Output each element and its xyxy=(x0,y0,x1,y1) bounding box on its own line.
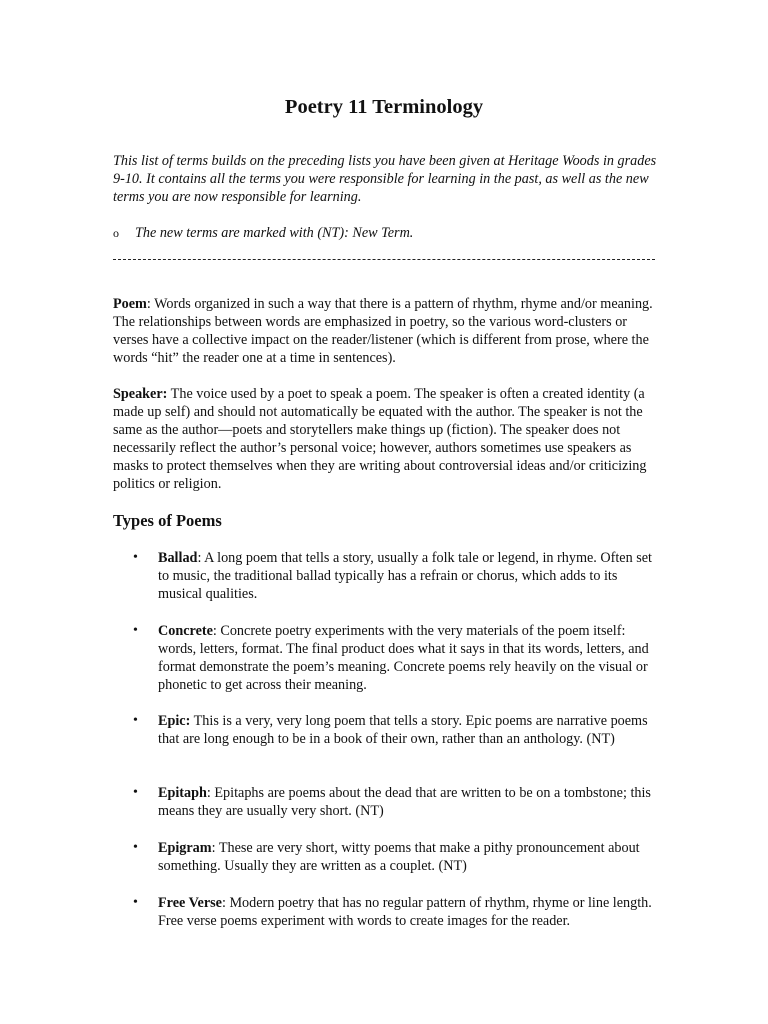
new-term-note-text: The new terms are marked with (NT): New Term. xyxy=(135,225,414,241)
list-item-epitaph xyxy=(113,784,658,820)
list-item-text: : Concrete poetry experiments with the very materials of the poem itself: words, letters, format. The final product does what it says in that its words, letters, and format demonstrate the poem’s meaning. Concrete poems rely heavily on the visual or phonetic to get across their meaning. xyxy=(158,623,649,693)
bullet-icon: • xyxy=(133,713,138,728)
definition-poem xyxy=(113,295,658,367)
bullet-icon: • xyxy=(133,840,138,855)
bullet-icon: • xyxy=(133,895,138,910)
list-item-term: Free Verse xyxy=(158,895,222,911)
list-item-term: Epigram xyxy=(158,840,212,856)
list-item-concrete xyxy=(113,622,658,694)
bullet-icon: • xyxy=(133,785,138,800)
definition-term: Speaker: xyxy=(113,386,168,402)
list-item-free-verse xyxy=(113,894,658,930)
new-term-note xyxy=(113,224,658,242)
list-item-text: : A long poem that tells a story, usually a folk tale or legend, in rhyme. Often set to music, the traditional ballad typically has a refrain or chorus, which adds to its musical qualities. xyxy=(158,550,652,602)
definition-term: Poem xyxy=(113,296,147,312)
list-item-text: : Modern poetry that has no regular pattern of rhythm, rhyme or line length. Free verse poems experiment with words to create images for the reader. xyxy=(158,895,652,929)
list-item-epic xyxy=(113,712,658,748)
list-item-text: : Epitaphs are poems about the dead that are written to be on a tombstone; this means they are usually very short. (NT) xyxy=(158,785,651,819)
bullet-icon: • xyxy=(133,550,138,565)
definition-text: The voice used by a poet to speak a poem. The speaker is often a created identity (a made up self) and should not automatically be equated with the author. The speaker is not the same as the author—poets and storytellers make things up (fiction). The speaker does not necessarily reflect the author’s personal voice; however, authors sometimes use speakers as masks to protect themselves when they are writing about controversial ideas and/or criticizing politics or religion. xyxy=(113,386,647,492)
definition-text: : Words organized in such a way that there is a pattern of rhythm, rhyme and/or meaning. The relationships between words are emphasized in poetry, so the various word-clusters or verses have a collective impact on the reader/listener (which is different from prose, where the words “hit” the reader one at a time in sentences). xyxy=(113,296,653,366)
intro-paragraph: This list of terms builds on the preceding lists you have been given at Heritage Woods in grades 9-10. It contains all the terms you were responsible for learning in the past, as well as the new terms you are now responsible for learning. xyxy=(113,153,657,205)
dashed-divider xyxy=(113,259,655,260)
list-item-term: Ballad xyxy=(158,550,198,566)
list-item-ballad xyxy=(113,549,658,603)
list-item-text: : These are very short, witty poems that make a pithy pronouncement about something. Usually they are written as a couplet. (NT) xyxy=(158,840,640,874)
bullet-icon: • xyxy=(133,623,138,638)
list-item-epigram xyxy=(113,839,658,875)
circle-bullet-icon: o xyxy=(113,226,119,240)
list-item-term: Epic: xyxy=(158,713,191,729)
list-item-term: Concrete xyxy=(158,623,213,639)
section-heading: Types of Poems xyxy=(113,511,222,530)
list-item-text: This is a very, very long poem that tells a story. Epic poems are narrative poems that are long enough to be in a book of their own, rather than an anthology. (NT) xyxy=(158,713,648,747)
definition-speaker xyxy=(113,385,658,493)
list-item-term: Epitaph xyxy=(158,785,207,801)
page-title: Poetry 11 Terminology xyxy=(284,96,484,118)
